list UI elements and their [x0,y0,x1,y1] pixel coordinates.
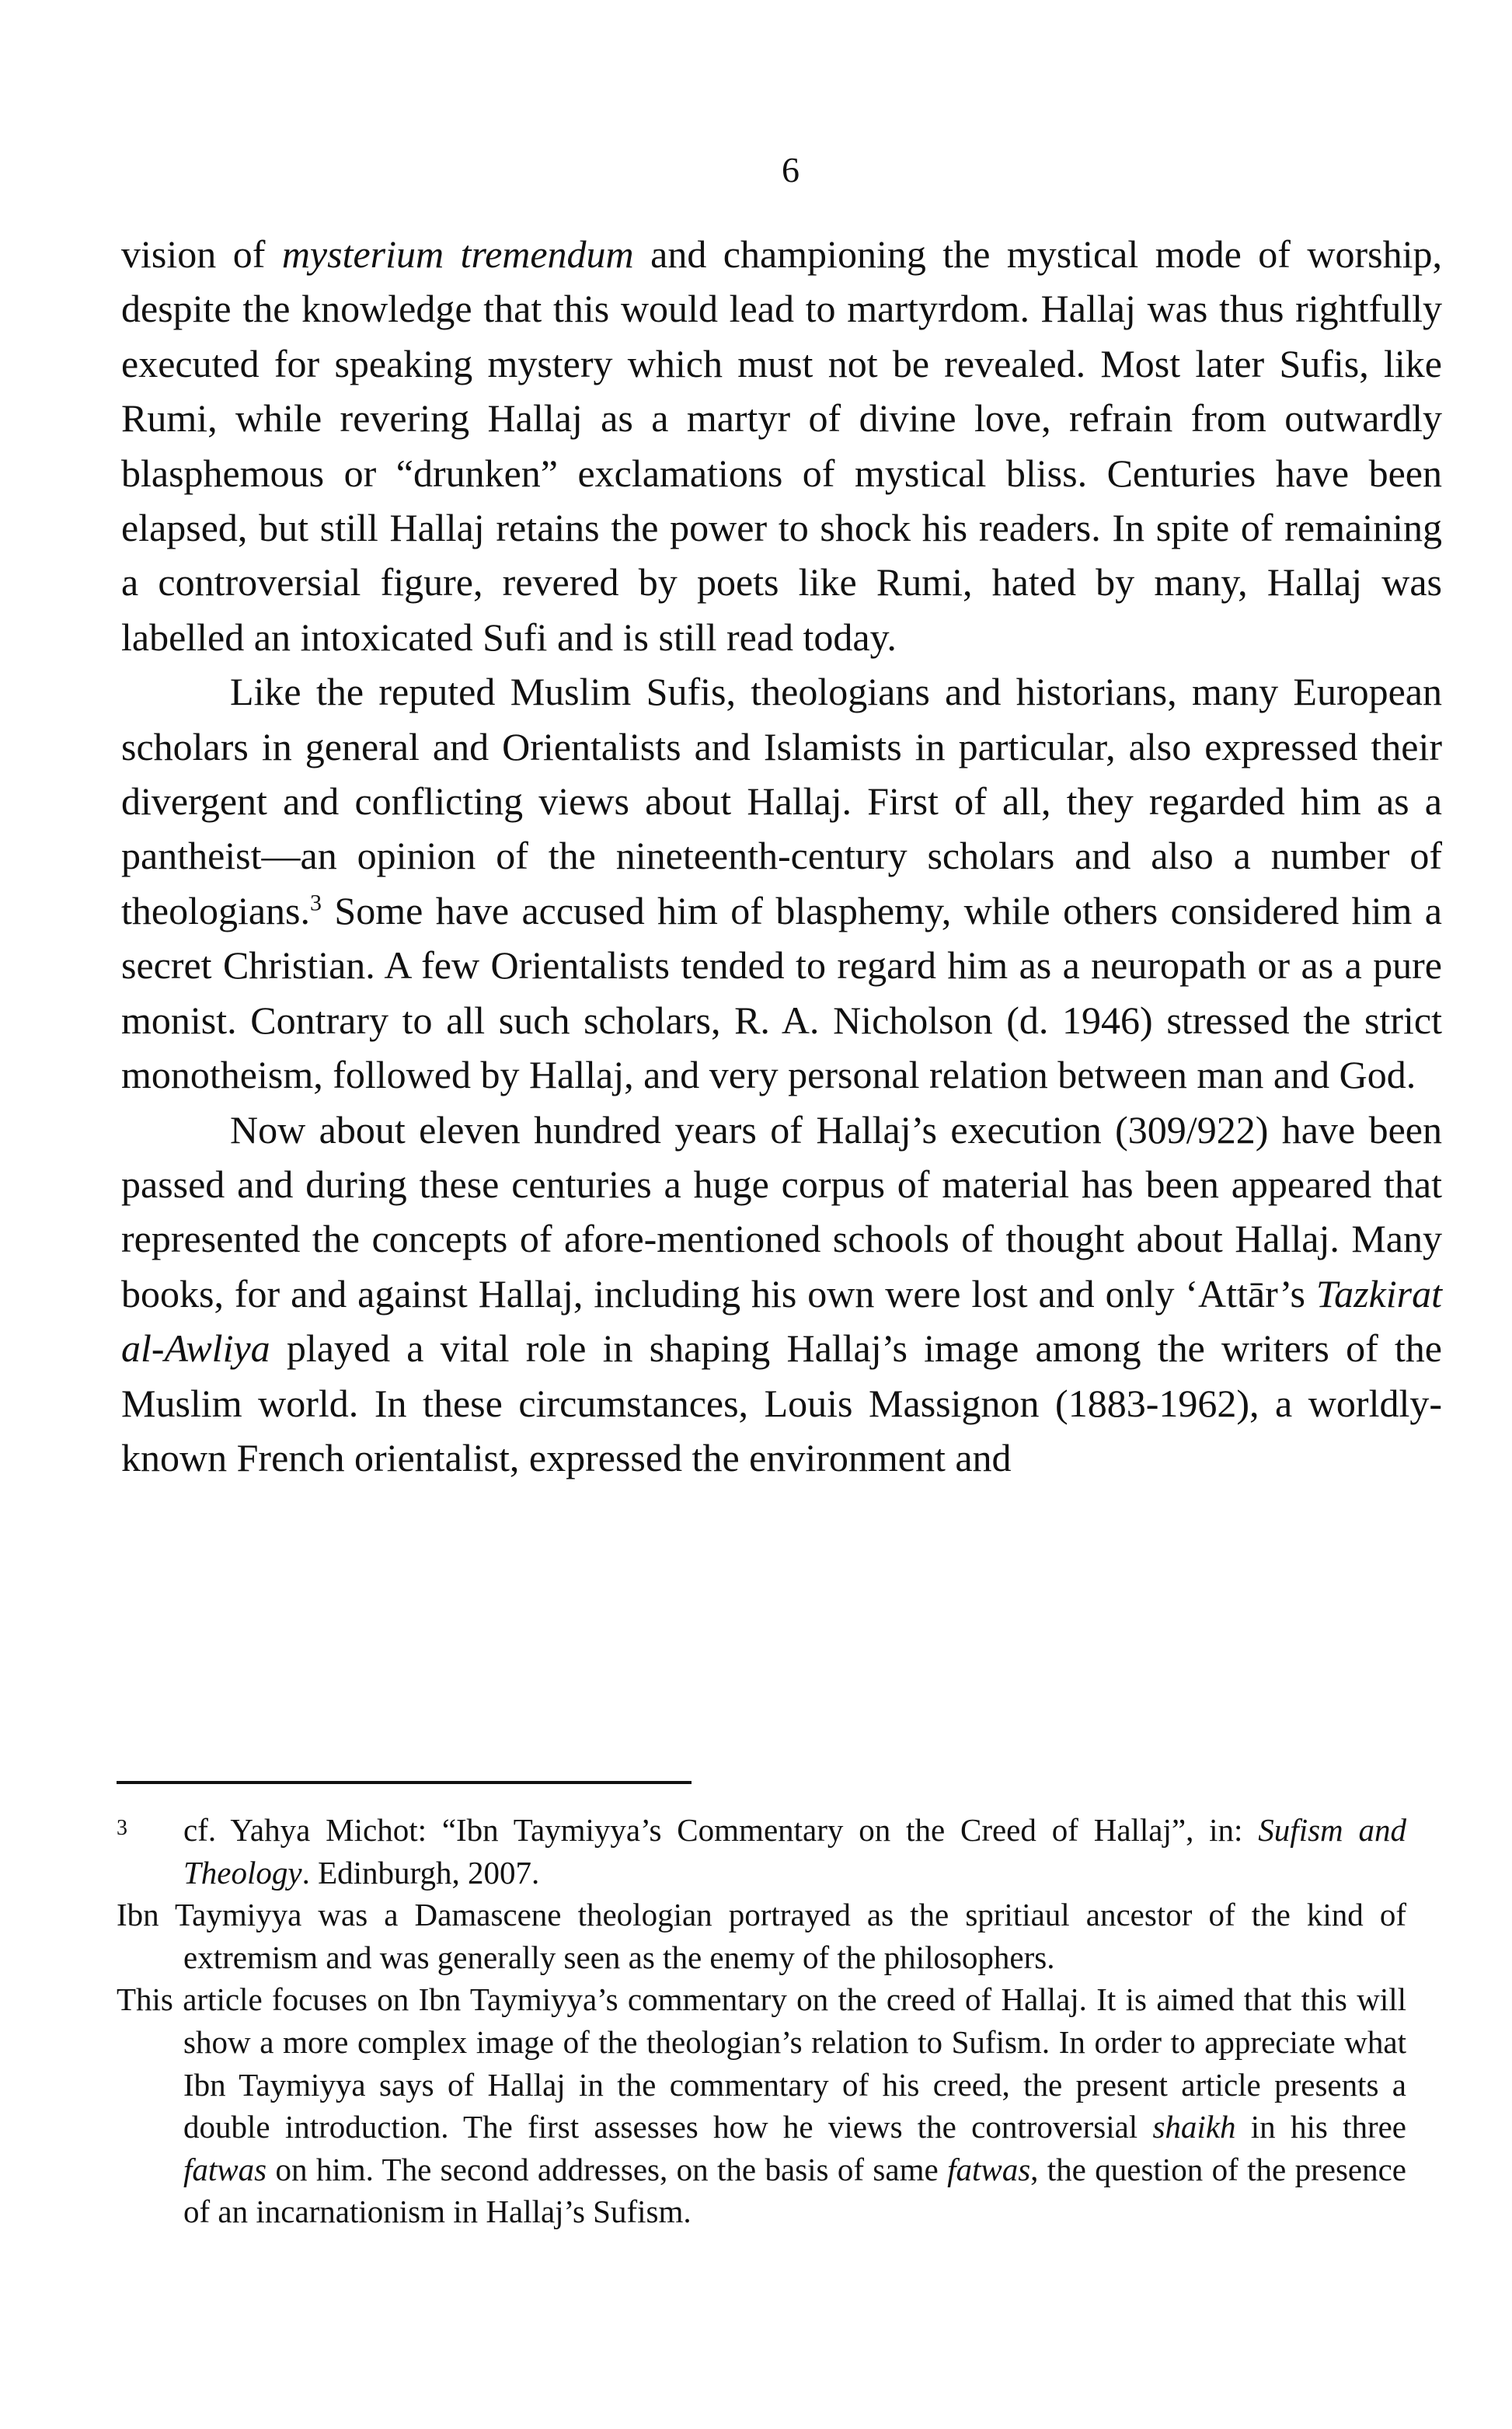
footnote-note-ibn-taymiyya: Ibn Taymiyya was a Damascene theologian portrayed as the spritiaul ancestor of the kind of extremism and was generally seen as the enemy of the philosophers. [117,1897,1406,1975]
main-text [121,227,1442,1485]
footnotes [117,1809,1406,2233]
footnote-3-text-b: . Edinburgh, 2007. [301,1854,540,1891]
paragraph-2-text-b: Some have accused him of blasphemy, while others considered him a secret Christian. A few Orientalists tended to regard him as a neuropath or as a pure monist. Contrary to all such scholars, R. A. Nicholson (d. 1946) stressed the strict monotheism, followed by Hallaj, and very personal relation between man and God. [121,888,1442,1097]
footnote-note-text-a: This article focuses on Ibn Taymiyya’s commentary on the creed of Hallaj. It is aimed that this will show a more complex image of the theologian’s relation to Sufism. In order to appreciate what Ibn Taymiyya says of Hallaj in the commentary of his creed, the present article presents a double introduction. The first assesses how he views the controversial [117,1981,1406,2145]
paragraph-3-italic-title: Tazkirat al-Awliya [121,1271,1442,1371]
footnote-3 [117,1809,1406,1894]
paragraph-3 [121,1103,1442,1486]
paragraph-3-text-b: played a vital role in shaping Hallaj’s image among the writers of the Muslim world. In these circumstances, Louis Massignon (1883-1962), a worldly-known French orientalist, expressed the environment and [121,1326,1442,1479]
paragraph-1-text-b: and championing the mystical mode of worship, despite the knowledge that this would lead to martyrdom. Hallaj was thus rightfully executed for speaking mystery which must not be revealed. Most later Sufis, like Rumi, while revering Hallaj as a martyr of divine love, refrain from outwardly blasphemous or “drunken” exclamations of mystical bliss. Centuries have been elapsed, but still Hallaj retains the power to shock his readers. In spite of remaining a controversial figure, revered by poets like Rumi, hated by many, Hallaj was labelled an intoxicated Sufi and is still read today. [121,232,1442,659]
paragraph-1-italic-term: mysterium tremendum [281,232,634,276]
paragraph-3-text-a: Now about eleven hundred years of Hallaj’s execution (309/922) have been passed and during these centuries a huge corpus of material has been appeared that represented the concepts of afore-mentioned schools of thought about Hallaj. Many books, for and against Hallaj, including his own were lost and only ‘Attār’s [121,1107,1442,1316]
footnote-note-italic-fatwas: fatwas [183,2151,267,2187]
footnote-note-text-c: on him. The second addresses, on the basis of same [267,2151,948,2187]
footnote-note-text-d: , the question of the presence of an incarnationism in Hallaj’s Sufism. [183,2151,1406,2230]
page-number: 6 [782,150,800,190]
footnote-note-article [117,1978,1406,2233]
footnote-divider [117,1781,692,1784]
paragraph-1-text-a: vision of [121,232,282,276]
paragraph-1 [121,227,1442,664]
footnote-reference-3: 3 [310,890,322,916]
footnote-note-italic-shaikh: shaikh [1152,2109,1236,2145]
footnote-note-text-b: in his three [1235,2109,1407,2145]
footnote-3-text-a: cf. Yahya Michot: “Ibn Taymiyya’s Commentary on the Creed of Hallaj”, in: [183,1812,1259,1848]
paragraph-2-text-a: Like the reputed Muslim Sufis, theologians and historians, many European scholars in general and Orientalists and Islamists in particular, also expressed their divergent and conflicting views about Hallaj. First of all, they regarded him as a pantheist—an opinion of the nineteenth-century scholars and also a number of theologians. [121,670,1442,932]
footnote-3-marker: 3 [117,1816,127,1840]
paragraph-2 [121,664,1442,1102]
footnote-3-italic-title: Sufism and Theology [183,1812,1406,1891]
footnote-note-italic-fatwas-2: fatwas [947,2151,1031,2187]
